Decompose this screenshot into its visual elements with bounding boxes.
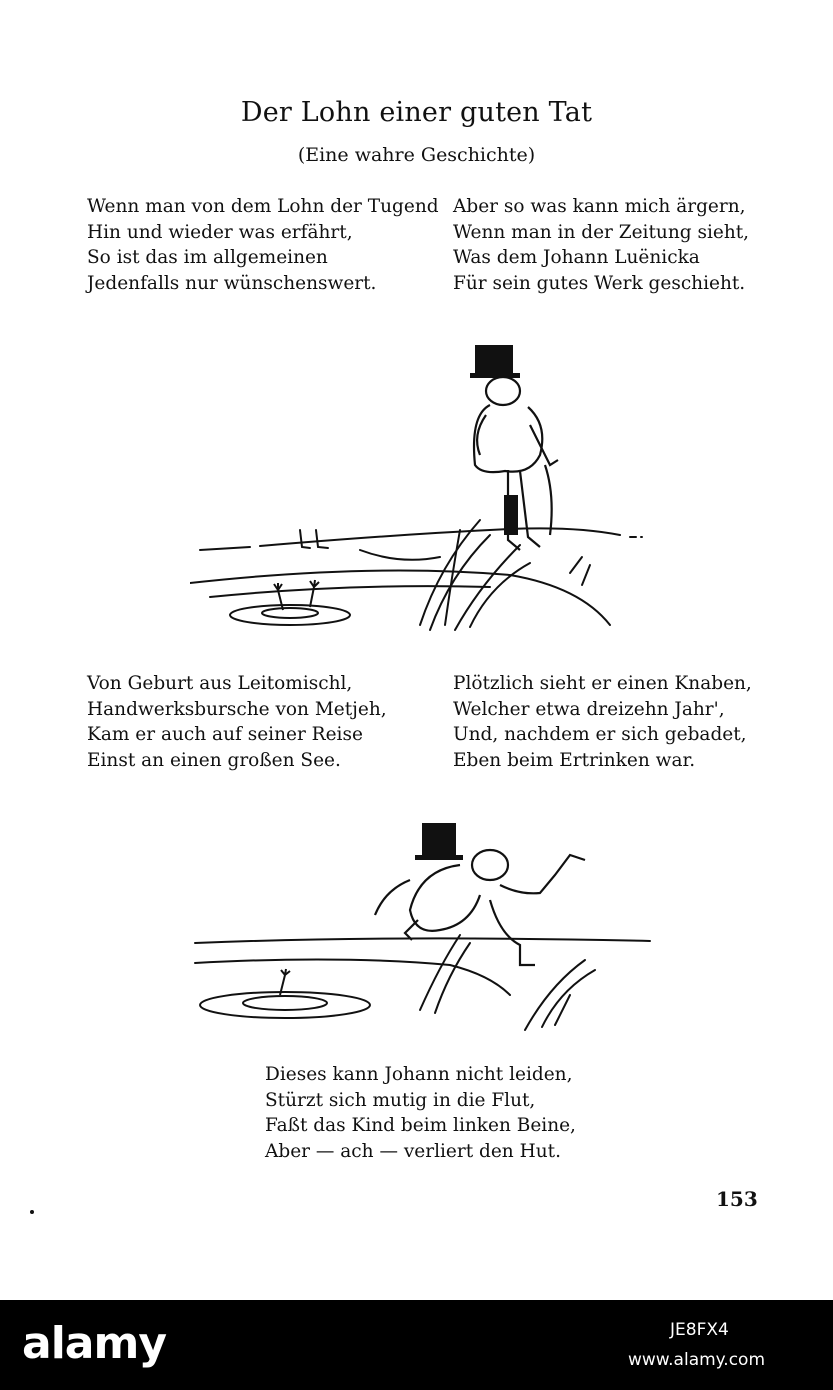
illustration-man-leaping	[190, 815, 660, 1035]
print-speck	[30, 1210, 34, 1214]
stanza-1	[87, 194, 439, 296]
verse-line: Aber — ach — verliert den Hut.	[265, 1140, 561, 1162]
verse-line: Faßt das Kind beim linken Beine,	[265, 1115, 576, 1136]
watermark-footer	[0, 1300, 833, 1390]
verse-line: Eben beim Ertrinken war.	[453, 749, 696, 771]
verse-line: Kam er auch auf seiner Reise	[87, 724, 363, 745]
stanza-2	[453, 194, 749, 296]
image-code: JE8FX4	[670, 1320, 729, 1340]
stanza-3	[87, 671, 387, 773]
verse-line: Dieses kann Johann nicht leiden,	[265, 1064, 573, 1085]
verse-line: Wenn man von dem Lohn der Tugend	[87, 196, 439, 217]
watermark-url: www.alamy.com	[628, 1350, 766, 1370]
verse-line: Handwerksbursche von Metjeh,	[87, 698, 387, 720]
page-number: 153	[716, 1187, 758, 1211]
stanza-4	[453, 671, 752, 773]
illustration-man-at-lake	[190, 325, 650, 645]
verse-line: Stürzt sich mutig in die Flut,	[265, 1089, 536, 1111]
verse-line: Wenn man in der Zeitung sieht,	[453, 221, 750, 243]
verse-line: Was dem Johann Luënicka	[453, 247, 700, 268]
verse-line: So ist das im allgemeinen	[87, 247, 328, 268]
page-subtitle: (Eine wahre Geschichte)	[297, 144, 536, 166]
verse-line: Plötzlich sieht er einen Knaben,	[453, 673, 752, 694]
stanza-5	[265, 1062, 576, 1164]
brand-logo: alamy	[22, 1318, 166, 1369]
page-title: Der Lohn einer guten Tat	[240, 97, 593, 128]
verse-line: Von Geburt aus Leitomischl,	[87, 673, 353, 694]
verse-line: Hin und wieder was erfährt,	[87, 221, 353, 243]
verse-line: Einst an einen großen See.	[87, 749, 341, 771]
verse-line: Für sein gutes Werk geschieht.	[453, 272, 746, 294]
verse-line: Und, nachdem er sich gebadet,	[453, 724, 747, 745]
verse-line: Aber so was kann mich ärgern,	[453, 196, 746, 217]
verse-line: Welcher etwa dreizehn Jahr',	[453, 698, 725, 720]
verse-line: Jedenfalls nur wünschenswert.	[87, 272, 377, 294]
